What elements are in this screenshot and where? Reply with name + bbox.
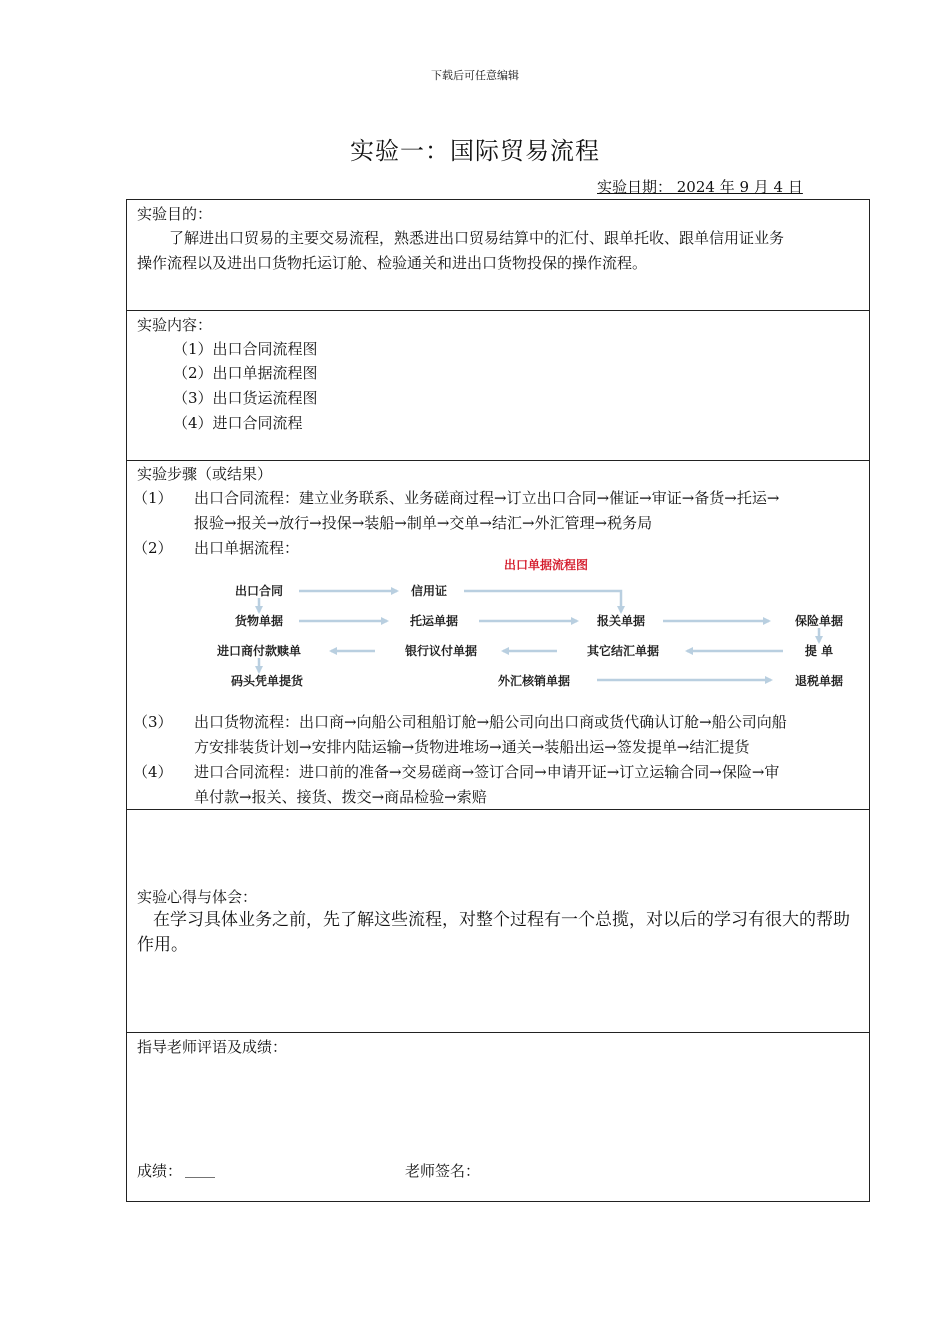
experiment-date: 实验日期： 2024 年 9 月 4 日 [597, 178, 803, 196]
step-1-line-1: 出口合同流程：建立业务联系、业务磋商过程→订立出口合同→催证→审证→备货→托运→ [194, 489, 780, 507]
export-docs-flowchart [189, 558, 865, 692]
arrow-lc-customs [464, 591, 621, 612]
node-insurance-docs: 保险单据 [794, 614, 844, 628]
header-note: 下载后可任意编辑 [431, 69, 519, 82]
content-item: （2）出口单据流程图 [173, 364, 318, 382]
purpose-line-2: 操作流程以及进出口货物托运订舱、检验通关和进出口货物投保的操作流程。 [137, 254, 648, 272]
node-other-docs: 其它结汇单据 [586, 644, 660, 658]
reflection-section [127, 810, 869, 1033]
teacher-comment-label: 指导老师评语及成绩： [137, 1038, 288, 1056]
teacher-section [127, 1033, 869, 1201]
step-1-line-2: 报验→报关→放行→投保→装船→制单→交单→结汇→外汇管理→税务局 [194, 514, 653, 532]
flowchart-svg [189, 558, 865, 692]
node-bill-of-lading: 提 单 [804, 644, 834, 658]
grade-blank[interactable]: ____ [185, 1160, 215, 1178]
flowchart-title: 出口单据流程图 [503, 558, 589, 572]
step-3-line-2: 方安排装货计划→安排内陆运输→货物进堆场→通关→装船出运→签发提单→结汇提货 [194, 738, 750, 756]
content-label: 实验内容： [137, 316, 213, 334]
node-shipping-docs: 托运单据 [409, 614, 459, 628]
content-item: （4）进口合同流程 [173, 414, 303, 432]
page-title: 实验一：国际贸易流程 [350, 137, 600, 165]
step-2-number: （2） [133, 539, 173, 557]
node-bank-docs: 银行议付单据 [404, 644, 478, 658]
node-tax-docs: 退税单据 [794, 674, 844, 688]
content-section [127, 311, 869, 461]
node-letter-of-credit: 信用证 [410, 584, 448, 598]
step-4-number: （4） [133, 763, 173, 781]
steps-label: 实验步骤（或结果） [137, 465, 273, 483]
step-1-number: （1） [133, 489, 173, 507]
step-3-number: （3） [133, 713, 173, 731]
node-goods-docs: 货物单据 [234, 614, 284, 628]
node-export-contract: 出口合同 [234, 584, 284, 598]
step-2-text: 出口单据流程： [194, 539, 300, 557]
steps-section [127, 461, 869, 810]
grade-label: 成绩： [137, 1162, 183, 1180]
reflection-label: 实验心得与体会： [137, 888, 258, 906]
step-3-line-1: 出口货物流程：出口商→向船公司租船订舱→船公司向出口商或货代确认订舱→船公司向船 [194, 713, 787, 731]
reflection-text: 在学习具体业务之前，先了解这些流程，对整个过程有一个总揽，对以后的学习有很大的帮助作用。 [137, 910, 850, 955]
step-4-line-2: 单付款→报关、接货、拨交→商品检验→索赔 [194, 788, 487, 806]
node-importer-redeem: 进口商付款赎单 [216, 644, 302, 658]
purpose-line-1: 了解进出口贸易的主要交易流程，熟悉进出口贸易结算中的汇付、跟单托收、跟单信用证业务 [169, 229, 785, 247]
report-table [126, 199, 870, 1202]
content-item: （1）出口合同流程图 [173, 340, 318, 358]
purpose-section [127, 200, 869, 311]
step-4-line-1: 进口合同流程：进口前的准备→交易磋商→签订合同→申请开证→订立运输合同→保险→审 [194, 763, 780, 781]
teacher-signature-label: 老师签名： [405, 1162, 481, 1180]
purpose-label: 实验目的： [137, 205, 213, 223]
node-customs-docs: 报关单据 [596, 614, 646, 628]
content-item: （3）出口货运流程图 [173, 389, 318, 407]
node-dock-pickup: 码头凭单提货 [230, 674, 304, 688]
node-fx-docs: 外汇核销单据 [497, 674, 571, 688]
